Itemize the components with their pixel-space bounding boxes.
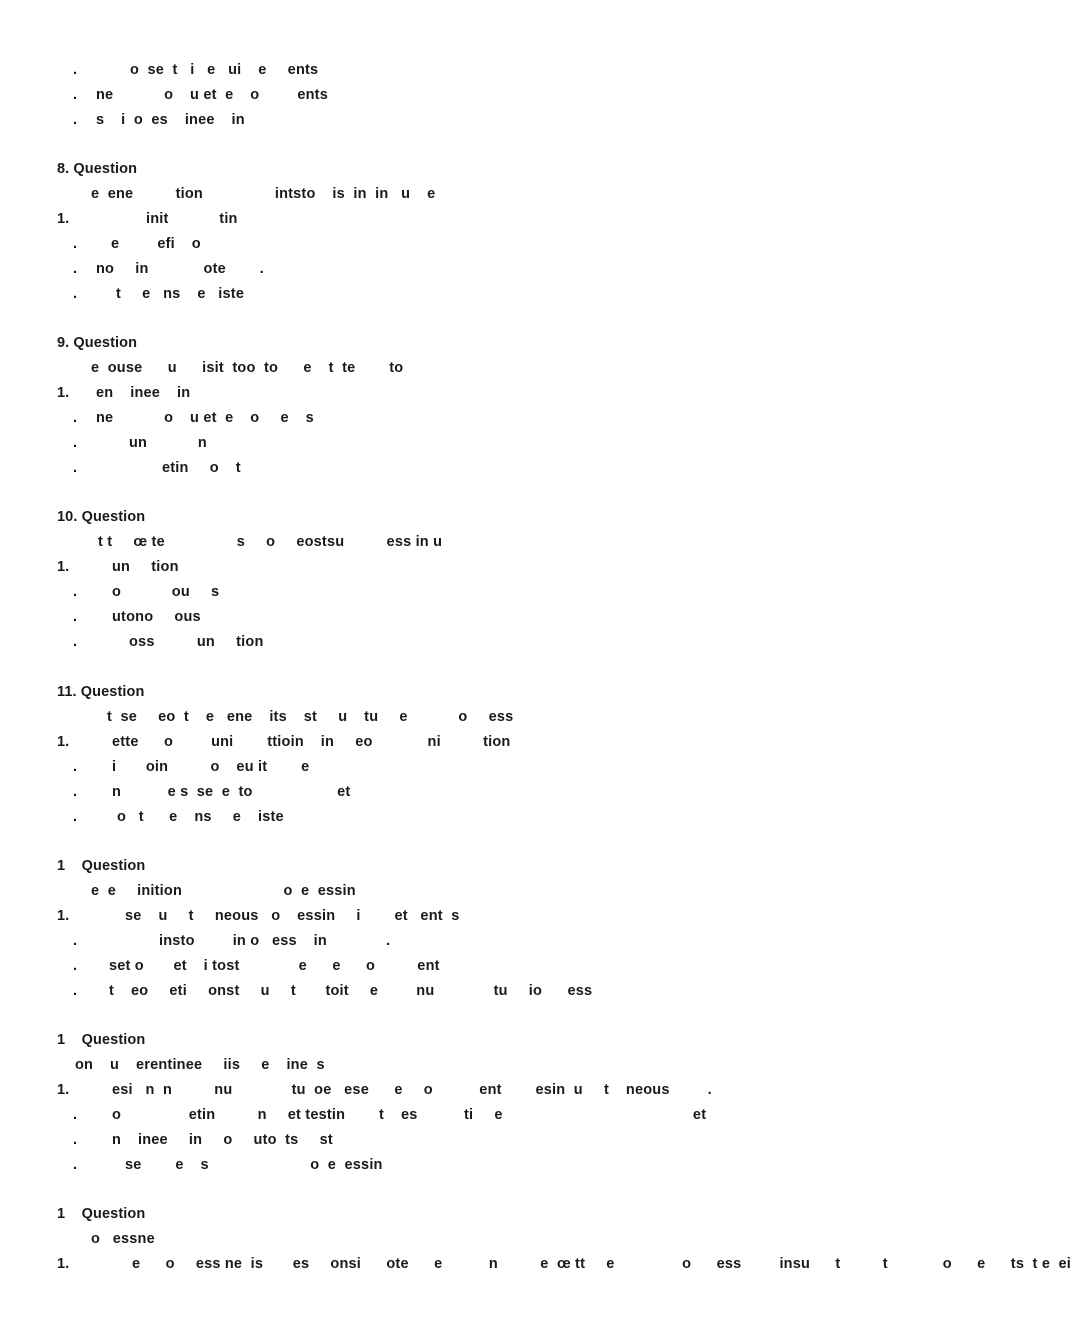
option-text: un n xyxy=(129,435,207,451)
option-text: o t e ns e iste xyxy=(117,809,284,825)
option-marker: . xyxy=(73,410,78,426)
option-text: esi n n nu tu oe ese e o ent esin u t neous . xyxy=(112,1082,712,1098)
option-marker: 1. xyxy=(57,734,70,750)
option-text: ne o u et e o e s xyxy=(96,410,314,426)
option-marker: . xyxy=(73,1157,78,1173)
option-text: e efi o xyxy=(111,236,201,252)
question-prompt: e ene tion intsto is in in u e xyxy=(91,186,436,202)
option-marker: . xyxy=(73,1132,78,1148)
question-title: 11. Question xyxy=(57,684,145,700)
option-text: etin o t xyxy=(162,460,241,476)
option-marker: . xyxy=(73,236,78,252)
option-marker: . xyxy=(73,784,78,800)
option-marker: . xyxy=(73,609,78,625)
question-title: 9. Question xyxy=(57,335,138,351)
option-marker: . xyxy=(73,460,78,476)
option-text: init tin xyxy=(146,211,238,227)
option-marker: 1. xyxy=(57,908,70,924)
question-prompt: t t œ te s o eostsu ess in u xyxy=(98,534,443,550)
option-text: n inee in o uto ts st xyxy=(112,1132,333,1148)
option-text: ne o u et e o ents xyxy=(96,87,328,103)
option-marker: . xyxy=(73,261,78,277)
option-marker: . xyxy=(73,286,78,302)
option-text: se e s o e essin xyxy=(125,1157,383,1173)
option-text: t eo eti onst u t toit e nu tu io ess xyxy=(109,983,593,999)
question-title: 8. Question xyxy=(57,161,138,177)
option-marker: . xyxy=(73,958,78,974)
option-text: o se t i e ui e ents xyxy=(130,62,319,78)
option-marker: . xyxy=(73,87,78,103)
option-marker: . xyxy=(73,983,78,999)
option-text: un tion xyxy=(112,559,179,575)
option-marker: 1. xyxy=(57,559,70,575)
option-marker: 1. xyxy=(57,1082,70,1098)
option-marker: 1. xyxy=(57,385,70,401)
option-marker: . xyxy=(73,1107,78,1123)
option-text: e o ess ne is es onsi ote e n e œ tt e o ess insu t t o e ts t e ei xyxy=(132,1256,1071,1272)
option-text: o etin n et testin t es ti e et xyxy=(112,1107,707,1123)
option-marker: . xyxy=(73,933,78,949)
option-text: ette o uni ttioin in eo ni tion xyxy=(112,734,511,750)
question-prompt: on u erentinee iis e ine s xyxy=(75,1057,325,1073)
question-prompt: o essne xyxy=(91,1231,155,1247)
option-text: t e ns e iste xyxy=(116,286,245,302)
question-prompt: e e inition o e essin xyxy=(91,883,356,899)
option-marker: 1. xyxy=(57,1256,70,1272)
option-text: en inee in xyxy=(96,385,191,401)
question-prompt: e ouse u isit too to e t te to xyxy=(91,360,404,376)
question-title: 1 Question xyxy=(57,1206,146,1222)
question-prompt: t se eo t e ene its st u tu e o ess xyxy=(107,709,514,725)
option-marker: . xyxy=(73,112,78,128)
option-text: set o et i tost e e o ent xyxy=(109,958,440,974)
option-marker: 1. xyxy=(57,211,70,227)
option-marker: . xyxy=(73,759,78,775)
question-title: 10. Question xyxy=(57,509,146,525)
option-marker: . xyxy=(73,584,78,600)
option-text: o ou s xyxy=(112,584,220,600)
option-text: insto in o ess in . xyxy=(159,933,391,949)
option-text: s i o es inee in xyxy=(96,112,245,128)
option-text: utono ous xyxy=(112,609,201,625)
option-marker: . xyxy=(73,62,78,78)
option-text: n e s se e to et xyxy=(112,784,351,800)
option-text: se u t neous o essin i et ent s xyxy=(125,908,460,924)
option-text: i oin o eu it e xyxy=(112,759,310,775)
question-title: 1 Question xyxy=(57,858,146,874)
option-marker: . xyxy=(73,809,78,825)
question-title: 1 Question xyxy=(57,1032,146,1048)
option-marker: . xyxy=(73,435,78,451)
option-text: no in ote . xyxy=(96,261,264,277)
option-marker: . xyxy=(73,634,78,650)
option-text: oss un tion xyxy=(129,634,264,650)
